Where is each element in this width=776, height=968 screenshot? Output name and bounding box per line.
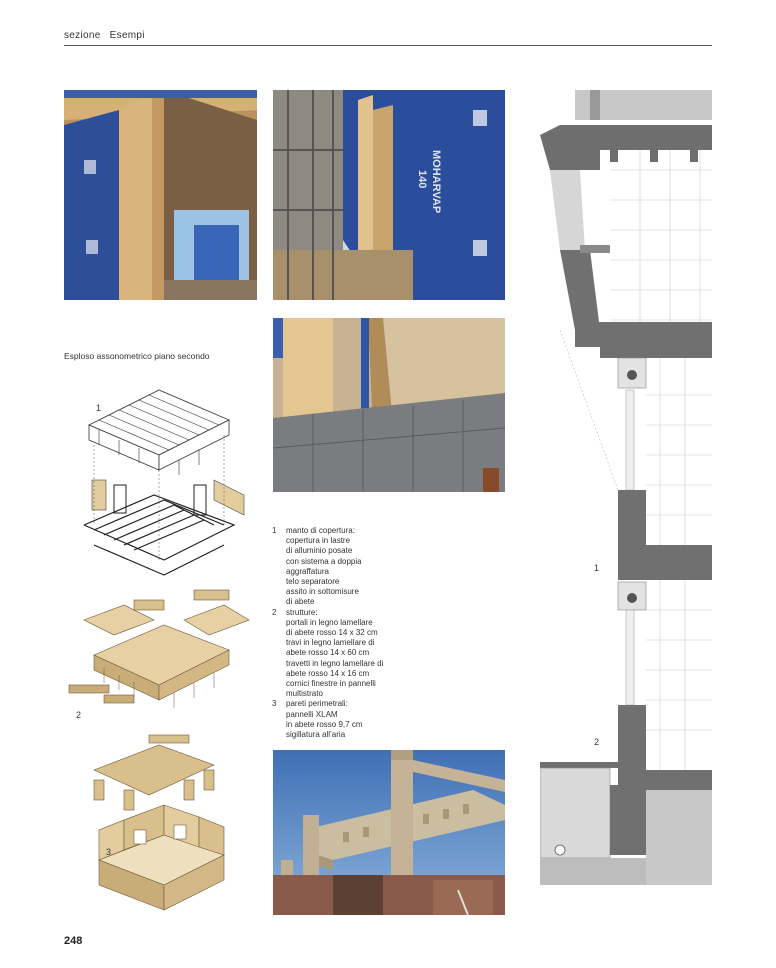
legend-item: 1 manto di copertura: copertura in lastre di alluminio posate con sistema a doppia aggraffatura telo separatore assito in sottomisure di abete [272, 526, 362, 607]
page-number: 248 [64, 935, 83, 947]
diagram-label-2: 2 [76, 710, 82, 720]
diagram-label-3: 3 [106, 847, 112, 857]
membrane-brand-text: MOHARVAP [430, 150, 442, 214]
photo-wall-base-detail [273, 318, 505, 492]
architectural-section [540, 90, 712, 885]
photo-timber-frame [273, 750, 505, 915]
diagram-label-1: 1 [96, 403, 102, 413]
section-name: Esempi [109, 30, 145, 41]
photo-exterior-scaffold [273, 90, 505, 300]
running-header [64, 30, 145, 41]
legend [272, 526, 422, 740]
section-label: sezione [64, 30, 101, 41]
section-label-1: 1 [594, 563, 600, 573]
exploded-axonometric-diagram [64, 385, 264, 925]
diagram-caption: Esploso assonometrico piano secondo [64, 351, 210, 361]
legend-item: 2 strutture: portali in legno lamellare di abete rosso 14 x 32 cm travi in legno lamellare di abete rosso 14 x 60 cm travetti in legno lamellare di abete rosso 14 x 16 cm cornici finestre in pannelli multistrato [272, 607, 384, 699]
photo-interior-wall [64, 90, 257, 300]
membrane-code-text: 140 [416, 170, 428, 189]
legend-item: 3 pareti perimetrali: pannelli XLAM in abete rosso 9,7 cm sigillatura all’aria [272, 699, 363, 740]
section-label-2: 2 [594, 737, 600, 747]
header-rule [64, 45, 712, 46]
